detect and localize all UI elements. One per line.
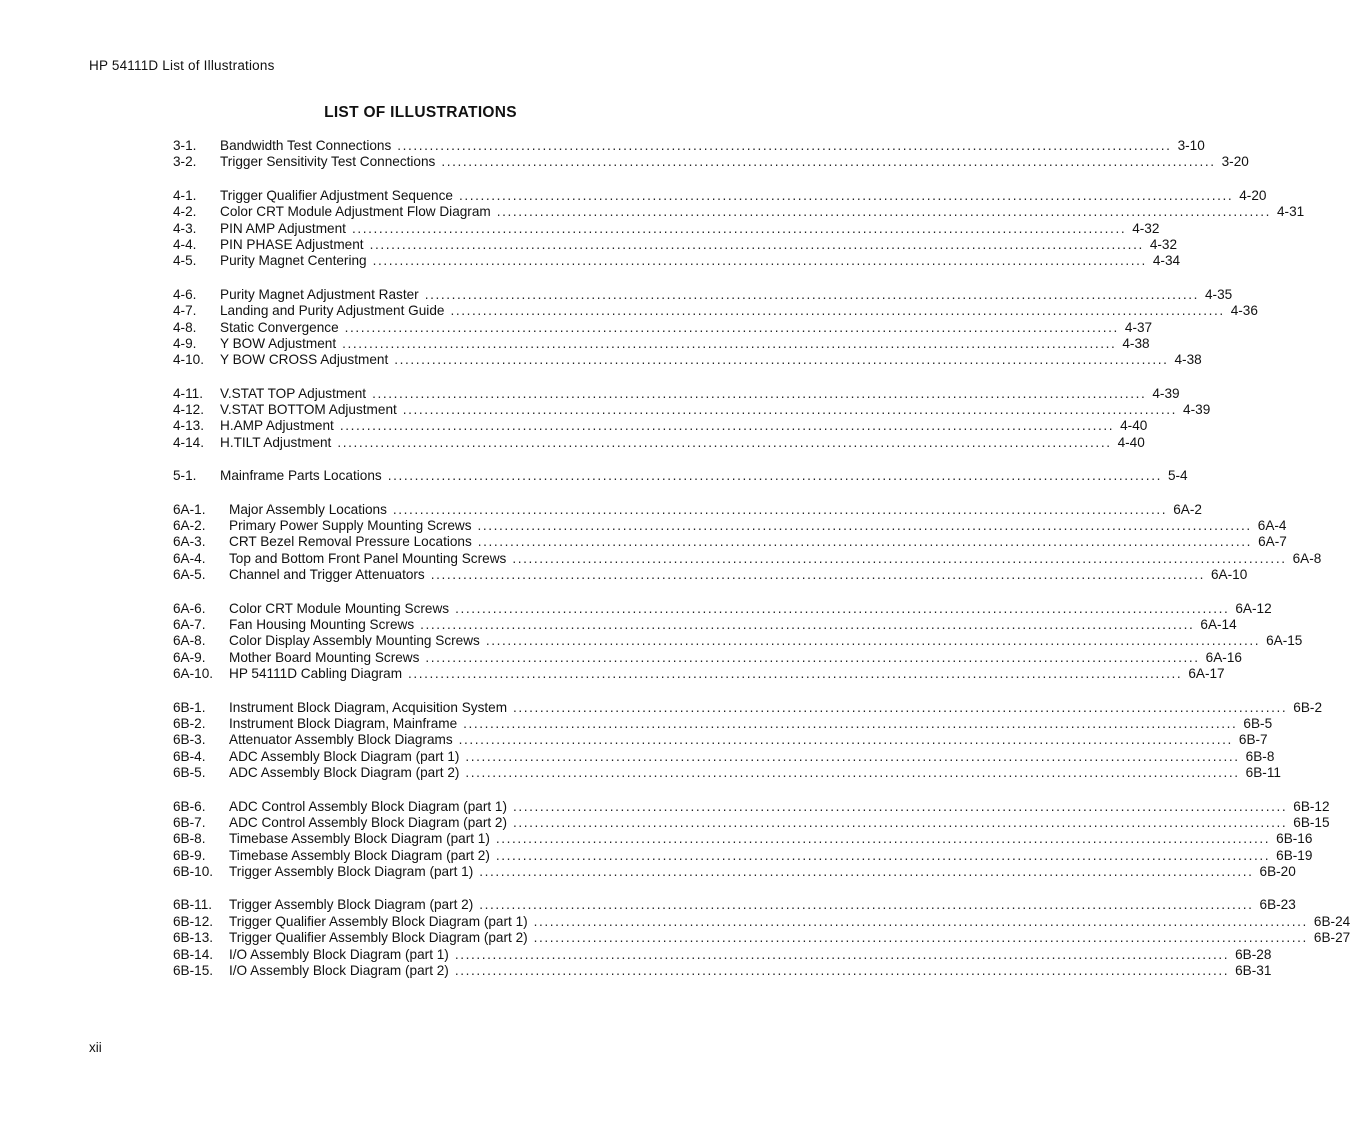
list-item	[173, 236, 1178, 253]
figure-number: 6B-13.	[173, 930, 214, 946]
figure-title: Bandwidth Test Connections	[220, 138, 392, 153]
dot-leader	[455, 963, 1229, 979]
dot-leader	[397, 138, 1171, 154]
figure-number: 4-14.	[173, 434, 204, 450]
page-reference: 6A-12	[1235, 600, 1272, 616]
list-item	[173, 600, 1272, 617]
list-item	[173, 864, 1296, 880]
figure-title: Instrument Block Diagram, Mainframe	[229, 715, 458, 731]
list-item	[173, 550, 1322, 567]
dot-leader	[465, 765, 1239, 781]
figure-title: Major Assembly Locations	[229, 501, 387, 517]
list-item	[173, 748, 1275, 765]
figure-number: 6B-10.	[173, 864, 214, 880]
dot-leader	[431, 567, 1205, 583]
page-reference: 4-39	[1183, 402, 1211, 418]
figure-number: 5-1.	[173, 468, 197, 484]
page-reference: 6B-8	[1245, 748, 1275, 764]
dot-leader	[455, 947, 1229, 963]
dot-leader	[497, 204, 1271, 220]
dot-leader	[486, 633, 1260, 649]
illustrations-list	[173, 138, 1350, 996]
dot-leader	[345, 320, 1119, 336]
page-reference: 6A-15	[1266, 633, 1303, 649]
dot-leader	[425, 287, 1199, 303]
figure-title: Color Display Assembly Mounting Screws	[229, 633, 480, 649]
figure-title: H.TILT Adjustment	[220, 434, 332, 450]
figure-title: Color CRT Module Mounting Screws	[229, 600, 450, 616]
figure-number: 4-11.	[173, 385, 203, 401]
page-folio: xii	[89, 1040, 102, 1055]
figure-title: Mainframe Parts Locations	[220, 468, 382, 484]
figure-number: 6B-9.	[173, 847, 206, 863]
figure-title: Timebase Assembly Block Diagram (part 2)	[229, 847, 490, 863]
dot-leader	[352, 221, 1126, 237]
dot-leader	[479, 864, 1253, 880]
list-item	[173, 335, 1150, 352]
list-item	[173, 831, 1313, 847]
list-item	[173, 616, 1237, 633]
page-reference: 6B-11	[1245, 765, 1281, 781]
list-group	[173, 897, 1350, 979]
dot-leader	[370, 237, 1144, 253]
figure-number: 6B-5.	[173, 765, 206, 781]
figure-number: 6B-2.	[173, 715, 206, 731]
figure-number: 3-2.	[173, 154, 197, 170]
page-reference: 4-38	[1122, 335, 1150, 351]
list-item	[173, 649, 1242, 666]
list-group	[173, 798, 1330, 881]
list-item	[173, 501, 1202, 518]
page-reference: 6B-31	[1235, 963, 1272, 979]
page-reference: 6B-28	[1235, 946, 1272, 962]
dot-leader	[513, 815, 1287, 831]
dot-leader	[441, 154, 1215, 170]
list-item	[173, 963, 1272, 979]
figure-title: Trigger Sensitivity Test Connections	[220, 154, 436, 170]
figure-title: Trigger Assembly Block Diagram (part 2)	[229, 897, 474, 913]
page-reference: 6B-23	[1259, 897, 1296, 913]
page-reference: 4-32	[1149, 236, 1178, 252]
dot-leader	[479, 897, 1253, 913]
figure-title: Trigger Qualifier Assembly Block Diagram (part 2)	[229, 930, 528, 946]
figure-number: 6A-1.	[173, 501, 206, 517]
figure-number: 6B-6.	[173, 798, 206, 814]
figure-number: 6A-8.	[173, 633, 206, 649]
figure-title: PIN PHASE Adjustment	[220, 236, 364, 252]
figure-title: ADC Control Assembly Block Diagram (part 1)	[229, 798, 508, 814]
page-reference: 4-40	[1120, 418, 1148, 434]
dot-leader	[459, 188, 1233, 204]
list-group	[173, 501, 1322, 584]
dot-leader	[496, 831, 1270, 847]
page-reference: 6A-8	[1292, 550, 1322, 566]
figure-number: 4-1.	[173, 187, 197, 203]
list-group	[173, 385, 1211, 452]
figure-title: Trigger Qualifier Assembly Block Diagram (part 1)	[229, 913, 528, 929]
dot-leader	[463, 716, 1237, 732]
page-reference: 6B-16	[1276, 831, 1313, 847]
page-reference: 6B-5	[1243, 715, 1273, 731]
list-item	[173, 319, 1153, 336]
list-group	[173, 286, 1258, 369]
list-item	[173, 385, 1180, 402]
dot-leader	[337, 435, 1111, 451]
list-item	[173, 518, 1287, 534]
figure-number: 6B-8.	[173, 831, 206, 847]
page-reference: 6B-27	[1313, 930, 1350, 946]
figure-number: 6B-11.	[173, 897, 213, 913]
page-reference: 6B-24	[1313, 913, 1350, 929]
list-item	[173, 138, 1205, 154]
page-reference: 6B-20	[1259, 864, 1296, 880]
figure-title: Trigger Assembly Block Diagram (part 1)	[229, 864, 474, 880]
page-reference: 4-39	[1152, 385, 1180, 401]
list-item	[173, 154, 1249, 170]
page-reference: 4-36	[1230, 303, 1258, 319]
figure-number: 6B-12.	[173, 913, 214, 929]
figure-title: Instrument Block Diagram, Acquisition System	[229, 699, 508, 715]
figure-number: 4-4.	[173, 236, 197, 252]
list-item	[173, 534, 1287, 550]
figure-title: PIN AMP Adjustment	[220, 220, 346, 236]
page-reference: 6B-7	[1238, 732, 1268, 748]
dot-leader	[340, 418, 1114, 434]
page-reference: 3-10	[1177, 138, 1205, 153]
page-reference: 6A-2	[1173, 501, 1202, 517]
dot-leader	[478, 518, 1252, 534]
figure-title: ADC Assembly Block Diagram (part 1)	[229, 748, 460, 764]
figure-title: Y BOW Adjustment	[220, 335, 337, 351]
page-reference: 5-4	[1167, 468, 1188, 484]
figure-title: I/O Assembly Block Diagram (part 1)	[229, 946, 449, 962]
list-item	[173, 468, 1188, 484]
figure-number: 6A-9.	[173, 649, 206, 665]
page-reference: 4-40	[1117, 434, 1145, 450]
dot-leader	[393, 502, 1167, 518]
list-item	[173, 633, 1303, 649]
dot-leader	[512, 551, 1286, 567]
page-reference: 4-32	[1132, 220, 1160, 236]
dot-leader	[534, 914, 1308, 930]
figure-number: 6B-15.	[173, 963, 214, 979]
list-item	[173, 897, 1296, 913]
figure-number: 4-2.	[173, 204, 197, 220]
figure-title: H.AMP Adjustment	[220, 418, 334, 434]
list-item	[173, 204, 1305, 220]
figure-number: 4-12.	[173, 402, 204, 418]
figure-number: 6B-14.	[173, 946, 214, 962]
list-group	[173, 138, 1249, 171]
list-group	[173, 699, 1323, 782]
dot-leader	[372, 386, 1146, 402]
page-reference: 4-37	[1124, 319, 1153, 335]
figure-number: 6A-4.	[173, 550, 206, 566]
dot-leader	[420, 617, 1194, 633]
dot-leader	[408, 666, 1182, 682]
list-item	[173, 434, 1145, 451]
figure-number: 6A-5.	[173, 567, 206, 583]
figure-number: 6A-7.	[173, 616, 206, 632]
page-reference: 4-35	[1204, 286, 1233, 302]
list-item	[173, 946, 1272, 963]
figure-number: 4-9.	[173, 335, 197, 351]
figure-title: Purity Magnet Centering	[220, 253, 367, 269]
figure-title: Timebase Assembly Block Diagram (part 1)	[229, 831, 490, 847]
list-item	[173, 732, 1268, 748]
figure-title: Purity Magnet Adjustment Raster	[220, 286, 419, 302]
list-item	[173, 286, 1233, 303]
list-item	[173, 567, 1248, 583]
page-reference: 6B-15	[1293, 814, 1330, 830]
page-reference: 6A-7	[1258, 534, 1287, 550]
dot-leader	[496, 848, 1270, 864]
figure-title: Color CRT Module Adjustment Flow Diagram	[220, 204, 491, 220]
page-reference: 6A-4	[1257, 518, 1287, 534]
figure-number: 6A-3.	[173, 534, 206, 550]
dot-leader	[513, 799, 1287, 815]
figure-title: ADC Assembly Block Diagram (part 2)	[229, 765, 460, 781]
figure-title: V.STAT TOP Adjustment	[220, 385, 367, 401]
figure-number: 6B-1.	[173, 699, 206, 715]
figure-title: Primary Power Supply Mounting Screws	[229, 518, 472, 534]
figure-number: 6A-6.	[173, 600, 206, 616]
figure-number: 4-6.	[173, 286, 197, 302]
figure-title: Y BOW CROSS Adjustment	[220, 352, 389, 368]
dot-leader	[450, 303, 1224, 319]
list-group	[173, 187, 1305, 270]
figure-number: 4-3.	[173, 220, 197, 236]
list-item	[173, 699, 1323, 716]
dot-leader	[373, 253, 1147, 269]
dot-leader	[534, 930, 1308, 946]
dot-leader	[465, 749, 1239, 765]
figure-number: 4-5.	[173, 253, 197, 269]
figure-title: Mother Board Mounting Screws	[229, 649, 420, 665]
list-group	[173, 600, 1303, 683]
figure-title: Attenuator Assembly Block Diagrams	[229, 732, 453, 748]
list-item	[173, 847, 1313, 864]
list-item	[173, 253, 1181, 269]
page-title: LIST OF ILLUSTRATIONS	[324, 104, 517, 121]
page-reference: 6A-16	[1205, 649, 1242, 665]
figure-title: Trigger Qualifier Adjustment Sequence	[220, 187, 453, 203]
figure-title: V.STAT BOTTOM Adjustment	[220, 402, 397, 418]
list-item	[173, 798, 1330, 815]
page-reference: 6A-10	[1211, 567, 1248, 583]
figure-number: 4-13.	[173, 418, 204, 434]
figure-number: 6A-2.	[173, 518, 206, 534]
dot-leader	[459, 732, 1233, 748]
figure-number: 6B-4.	[173, 748, 206, 764]
page-reference: 6A-14	[1200, 616, 1237, 632]
list-item	[173, 913, 1350, 930]
figure-title: I/O Assembly Block Diagram (part 2)	[229, 963, 449, 979]
dot-leader	[403, 402, 1177, 418]
dot-leader	[455, 601, 1229, 617]
figure-title: Static Convergence	[220, 319, 339, 335]
figure-number: 4-10.	[173, 352, 204, 368]
figure-number: 3-1.	[173, 138, 197, 153]
list-item	[173, 765, 1281, 781]
figure-title: HP 54111D Cabling Diagram	[229, 666, 403, 682]
list-item	[173, 187, 1267, 204]
dot-leader	[342, 336, 1116, 352]
page-reference: 4-34	[1152, 253, 1181, 269]
page-reference: 4-20	[1239, 187, 1267, 203]
dot-leader	[513, 700, 1287, 716]
page-reference: 6B-19	[1276, 847, 1313, 863]
figure-number: 6B-3.	[173, 732, 206, 748]
list-item	[173, 418, 1148, 434]
list-item	[173, 402, 1211, 418]
dot-leader	[388, 468, 1162, 484]
list-item	[173, 303, 1258, 319]
figure-title: Top and Bottom Front Panel Mounting Screws	[229, 550, 507, 566]
page-reference: 4-38	[1174, 352, 1202, 368]
dot-leader	[478, 534, 1252, 550]
figure-number: 4-8.	[173, 319, 197, 335]
list-item	[173, 220, 1160, 237]
list-item	[173, 352, 1202, 368]
page-reference: 3-20	[1221, 154, 1249, 170]
figure-number: 4-7.	[173, 303, 197, 319]
figure-title: Channel and Trigger Attenuators	[229, 567, 425, 583]
figure-title: CRT Bezel Removal Pressure Locations	[229, 534, 472, 550]
figure-title: ADC Control Assembly Block Diagram (part 2)	[229, 814, 508, 830]
page-reference: 6B-2	[1293, 699, 1323, 715]
dot-leader	[394, 352, 1168, 368]
page-reference: 4-31	[1277, 204, 1305, 220]
dot-leader	[425, 650, 1199, 666]
page-reference: 6B-12	[1293, 798, 1330, 814]
figure-title: Fan Housing Mounting Screws	[229, 616, 415, 632]
running-head: HP 54111D List of Illustrations	[89, 58, 275, 73]
list-item	[173, 930, 1350, 946]
list-item	[173, 666, 1225, 682]
figure-number: 6A-10.	[173, 666, 214, 682]
list-group	[173, 468, 1188, 484]
figure-number: 6B-7.	[173, 814, 206, 830]
page-reference: 6A-17	[1188, 666, 1225, 682]
list-item	[173, 715, 1273, 732]
figure-title: Landing and Purity Adjustment Guide	[220, 303, 445, 319]
list-item	[173, 814, 1330, 831]
